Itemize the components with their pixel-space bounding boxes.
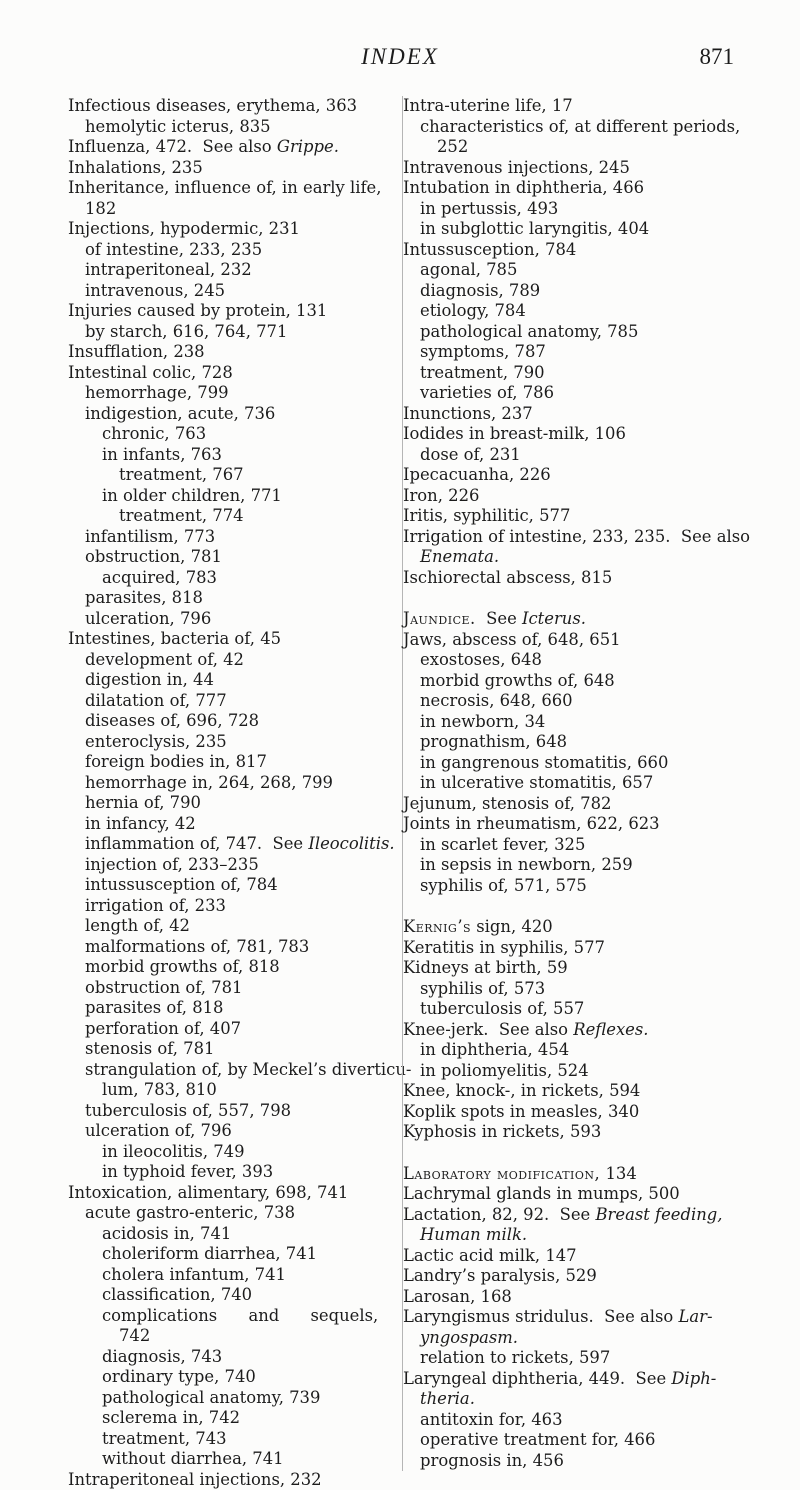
index-entry	[68, 1470, 390, 1490]
index-subentry	[68, 322, 390, 343]
index-entry	[403, 486, 741, 507]
index-subentry	[403, 383, 741, 404]
index-subentry	[68, 1121, 390, 1142]
index-entry	[68, 301, 390, 322]
index-subentry	[68, 1285, 390, 1306]
index-subentry	[68, 773, 390, 794]
cross-reference: Enemata.	[420, 547, 499, 566]
index-entry	[403, 424, 741, 445]
entry-text: Intestines, bacteria of, 45	[68, 629, 281, 648]
index-subentry	[68, 1449, 390, 1470]
index-subentry	[68, 445, 390, 466]
index-entry	[403, 96, 741, 117]
entry-text: injection of, 233–235	[85, 855, 259, 874]
index-entry	[403, 178, 741, 199]
entry-text: Jejunum, stenosis of, 782	[403, 794, 611, 813]
entry-text: Iron, 226	[403, 486, 479, 505]
index-entry	[68, 363, 390, 384]
entry-text: morbid growths of, 818	[85, 957, 280, 976]
cross-reference: Icterus.	[522, 609, 586, 628]
index-subentry	[68, 998, 390, 1019]
cross-reference: Lar-	[678, 1307, 712, 1326]
index-entry	[403, 506, 741, 527]
entry-text: treatment, 743	[102, 1429, 227, 1448]
entry-text: infantilism, 773	[85, 527, 215, 546]
entry-text: See	[476, 609, 522, 628]
index-subentry	[403, 773, 741, 794]
cross-reference: Breast feeding,	[595, 1205, 722, 1224]
index-column-right	[402, 96, 741, 1471]
entry-text: perforation of, 407	[85, 1019, 241, 1038]
entry-text: development of, 42	[85, 650, 244, 669]
index-subentry	[403, 137, 741, 158]
entry-text: Infectious diseases, erythema, 363	[68, 96, 357, 115]
entry-text: Iritis, syphilitic, 577	[403, 506, 570, 525]
index-subentry	[403, 1348, 741, 1369]
entry-text: Iodides in breast-milk, 106	[403, 424, 626, 443]
index-subentry	[68, 240, 390, 261]
entry-text: Intestinal colic, 728	[68, 363, 233, 382]
index-subentry	[68, 1408, 390, 1429]
entry-text: tuberculosis of, 557, 798	[85, 1101, 291, 1120]
index-entry	[68, 219, 390, 240]
index-entry	[403, 158, 741, 179]
entry-text: Intoxication, alimentary, 698, 741	[68, 1183, 348, 1202]
index-entry	[68, 342, 390, 363]
entry-text: relation to rickets, 597	[420, 1348, 610, 1367]
index-subentry	[68, 957, 390, 978]
index-entry	[403, 1266, 741, 1287]
index-subentry	[403, 1040, 741, 1061]
entry-text: sign, 420	[471, 917, 553, 936]
index-subentry	[68, 834, 390, 855]
cross-reference: Human milk.	[420, 1225, 527, 1244]
entry-text: inflammation of, 747. See	[85, 834, 308, 853]
entry-text: operative treatment for, 466	[420, 1430, 655, 1449]
entry-text: lum, 783, 810	[102, 1080, 217, 1099]
entry-text: symptoms, 787	[420, 342, 546, 361]
index-subentry	[68, 527, 390, 548]
entry-text: Lactation, 82, 92. See	[403, 1205, 595, 1224]
entry-text: tuberculosis of, 557	[420, 999, 584, 1018]
entry-text: in scarlet fever, 325	[420, 835, 585, 854]
index-entry	[403, 814, 741, 835]
index-subentry	[403, 1225, 741, 1246]
entry-text: intraperitoneal, 232	[85, 260, 252, 279]
index-subentry	[68, 424, 390, 445]
index-entry	[403, 1020, 741, 1041]
index-subentry	[68, 1347, 390, 1368]
index-subentry	[68, 732, 390, 753]
index-subentry	[68, 1388, 390, 1409]
entry-text: 134	[600, 1164, 637, 1183]
entry-text: prognathism, 648	[420, 732, 567, 751]
entry-text: chronic, 763	[102, 424, 206, 443]
entry-heading-smallcaps: Laboratory modification,	[403, 1164, 600, 1183]
entry-text: Intra-uterine life, 17	[403, 96, 573, 115]
index-subentry	[403, 1389, 741, 1410]
index-subentry	[403, 547, 741, 568]
entry-text: pathological anatomy, 785	[420, 322, 638, 341]
index-subentry	[403, 1410, 741, 1431]
entry-text: classification, 740	[102, 1285, 252, 1304]
index-entry	[403, 1307, 741, 1328]
entry-text: irrigation of, 233	[85, 896, 226, 915]
entry-text: necrosis, 648, 660	[420, 691, 573, 710]
index-subentry	[68, 978, 390, 999]
index-entry	[68, 137, 390, 158]
entry-text: Intubation in diphtheria, 466	[403, 178, 644, 197]
index-subentry	[68, 711, 390, 732]
index-subentry	[403, 876, 741, 897]
entry-text: diseases of, 696, 728	[85, 711, 259, 730]
index-subentry	[68, 404, 390, 425]
index-entry	[403, 465, 741, 486]
entry-text: dilatation of, 777	[85, 691, 227, 710]
entry-text: in pertussis, 493	[420, 199, 558, 218]
page-header	[0, 44, 800, 84]
cross-reference: Diph-	[671, 1369, 716, 1388]
index-subentry	[403, 999, 741, 1020]
entry-text: without diarrhea, 741	[102, 1449, 284, 1468]
index-entry	[403, 794, 741, 815]
index-entry	[403, 1369, 741, 1390]
entry-text: indigestion, acute, 736	[85, 404, 275, 423]
entry-text: dose of, 231	[420, 445, 521, 464]
entry-text: in sepsis in newborn, 259	[420, 855, 633, 874]
entry-text: intussusception of, 784	[85, 875, 278, 894]
index-entry	[68, 1183, 390, 1204]
index-subentry	[68, 260, 390, 281]
index-entry	[403, 630, 741, 651]
index-subentry	[68, 875, 390, 896]
index-subentry	[403, 732, 741, 753]
entry-text: Lachrymal glands in mumps, 500	[403, 1184, 680, 1203]
entry-text: cholera infantum, 741	[102, 1265, 286, 1284]
entry-text: morbid growths of, 648	[420, 671, 615, 690]
index-entry	[68, 629, 390, 650]
section-gap	[403, 896, 741, 917]
entry-text: strangulation of, by Meckel’s diverticu-	[85, 1060, 411, 1079]
index-subentry	[68, 588, 390, 609]
entry-text: acidosis in, 741	[102, 1224, 231, 1243]
index-subentry	[68, 1101, 390, 1122]
index-subentry	[403, 301, 741, 322]
index-subentry	[68, 937, 390, 958]
entry-text: parasites, 818	[85, 588, 203, 607]
index-subentry	[68, 1039, 390, 1060]
index-entry	[68, 158, 390, 179]
entry-text: Inunctions, 237	[403, 404, 533, 423]
entry-text: hernia of, 790	[85, 793, 201, 812]
index-subentry	[68, 752, 390, 773]
index-subentry	[403, 650, 741, 671]
entry-text: Koplik spots in measles, 340	[403, 1102, 639, 1121]
entry-text: digestion in, 44	[85, 670, 214, 689]
index-entry	[403, 1246, 741, 1267]
entry-text: Injections, hypodermic, 231	[68, 219, 300, 238]
index-subentry	[68, 1162, 390, 1183]
index-subentry	[68, 1429, 390, 1450]
entry-text: Lactic acid milk, 147	[403, 1246, 577, 1265]
index-subentry	[68, 199, 390, 220]
index-entry	[403, 1102, 741, 1123]
entry-text: Jaws, abscess of, 648, 651	[403, 630, 621, 649]
index-entry	[403, 1122, 741, 1143]
index-subentry	[68, 568, 390, 589]
entry-text: 742	[119, 1326, 150, 1345]
index-entry	[403, 1287, 741, 1308]
entry-text: sclerema in, 742	[102, 1408, 240, 1427]
entry-text: in diphtheria, 454	[420, 1040, 569, 1059]
entry-text: enteroclysis, 235	[85, 732, 227, 751]
entry-text: prognosis in, 456	[420, 1451, 564, 1470]
page-number: 871	[700, 44, 735, 70]
index-subentry	[403, 835, 741, 856]
cross-reference: Reflexes.	[573, 1020, 648, 1039]
index-subentry	[68, 1265, 390, 1286]
cross-reference: Grippe.	[277, 137, 339, 156]
index-subentry	[68, 486, 390, 507]
entry-text: in newborn, 34	[420, 712, 545, 731]
index-subentry	[403, 342, 741, 363]
entry-text: in ileocolitis, 749	[102, 1142, 245, 1161]
entry-text: Ischiorectal abscess, 815	[403, 568, 612, 587]
entry-text: foreign bodies in, 817	[85, 752, 267, 771]
index-subentry	[68, 1142, 390, 1163]
index-subentry	[403, 1451, 741, 1472]
entry-text: ordinary type, 740	[102, 1367, 256, 1386]
entry-text: in infancy, 42	[85, 814, 196, 833]
entry-text: Inhalations, 235	[68, 158, 203, 177]
entry-text: in infants, 763	[102, 445, 222, 464]
cross-reference: yngospasm.	[420, 1328, 518, 1347]
entry-text: Keratitis in syphilis, 577	[403, 938, 605, 957]
entry-text: antitoxin for, 463	[420, 1410, 563, 1429]
index-subentry	[68, 691, 390, 712]
index-column-left	[68, 96, 390, 1490]
entry-text: in older children, 771	[102, 486, 282, 505]
entry-text: in poliomyelitis, 524	[420, 1061, 589, 1080]
entry-text: syphilis of, 571, 575	[420, 876, 587, 895]
entry-text: Insufflation, 238	[68, 342, 205, 361]
entry-text: Kidneys at birth, 59	[403, 958, 568, 977]
index-entry	[403, 240, 741, 261]
index-subentry	[68, 1244, 390, 1265]
index-entry	[403, 1081, 741, 1102]
index-subentry	[68, 1367, 390, 1388]
index-entry	[403, 938, 741, 959]
index-subentry	[403, 753, 741, 774]
index-subentry	[403, 445, 741, 466]
entry-heading-smallcaps: Kernig’s	[403, 917, 471, 936]
entry-text: pathological anatomy, 739	[102, 1388, 320, 1407]
cross-reference: Ileocolitis.	[308, 834, 394, 853]
entry-text: characteristics of, at different periods,	[420, 117, 740, 136]
entry-text: in ulcerative stomatitis, 657	[420, 773, 653, 792]
entry-text: of intestine, 233, 235	[85, 240, 262, 259]
entry-text: in subglottic laryngitis, 404	[420, 219, 649, 238]
entry-text: Ipecacuanha, 226	[403, 465, 551, 484]
running-title: INDEX	[0, 44, 800, 70]
index-subentry	[68, 896, 390, 917]
index-subentry	[403, 260, 741, 281]
entry-text: Joints in rheumatism, 622, 623	[403, 814, 660, 833]
entry-text: Intravenous injections, 245	[403, 158, 630, 177]
entry-text: etiology, 784	[420, 301, 526, 320]
entry-text: hemorrhage in, 264, 268, 799	[85, 773, 333, 792]
entry-text: in typhoid fever, 393	[102, 1162, 273, 1181]
entry-text: ulceration, 796	[85, 609, 211, 628]
entry-text: Larosan, 168	[403, 1287, 512, 1306]
entry-text: treatment, 774	[119, 506, 244, 525]
entry-text: in gangrenous stomatitis, 660	[420, 753, 668, 772]
entry-text: Knee-jerk. See also	[403, 1020, 573, 1039]
entry-text: by starch, 616, 764, 771	[85, 322, 287, 341]
index-subentry	[403, 855, 741, 876]
entry-text: ulceration of, 796	[85, 1121, 232, 1140]
index-subentry	[68, 1060, 390, 1081]
entry-text: Laryngismus stridulus. See also	[403, 1307, 678, 1326]
entry-text: syphilis of, 573	[420, 979, 545, 998]
index-subentry	[68, 1224, 390, 1245]
index-entry	[403, 1184, 741, 1205]
index-subentry	[68, 793, 390, 814]
index-subentry	[403, 1328, 741, 1349]
entry-text: malformations of, 781, 783	[85, 937, 309, 956]
entry-text: Intraperitoneal injections, 232	[68, 1470, 322, 1489]
index-subentry	[68, 506, 390, 527]
index-subentry	[68, 1080, 390, 1101]
index-subentry	[68, 1203, 390, 1224]
entry-text: Intussusception, 784	[403, 240, 576, 259]
index-entry	[68, 96, 390, 117]
index-subentry	[403, 671, 741, 692]
index-subentry	[68, 465, 390, 486]
index-entry	[68, 178, 390, 199]
entry-text: hemolytic icterus, 835	[85, 117, 271, 136]
entry-text: treatment, 767	[119, 465, 244, 484]
entry-text: obstruction, 781	[85, 547, 222, 566]
entry-text: acquired, 783	[102, 568, 217, 587]
entry-text: 182	[85, 199, 116, 218]
entry-text: parasites of, 818	[85, 998, 224, 1017]
entry-text: diagnosis, 789	[420, 281, 540, 300]
entry-text: Inheritance, influence of, in early life,	[68, 178, 381, 197]
index-subentry	[68, 814, 390, 835]
index-subentry	[68, 1306, 390, 1327]
entry-heading-smallcaps: Jaundice.	[403, 609, 476, 628]
index-subentry	[403, 363, 741, 384]
index-subentry	[68, 916, 390, 937]
index-subentry	[403, 1061, 741, 1082]
index-subentry	[403, 979, 741, 1000]
entry-text: stenosis of, 781	[85, 1039, 214, 1058]
index-subentry	[403, 1430, 741, 1451]
entry-text: diagnosis, 743	[102, 1347, 222, 1366]
entry-text: 252	[437, 137, 468, 156]
index-subentry	[68, 1326, 390, 1347]
index-subentry	[403, 281, 741, 302]
entry-text: length of, 42	[85, 916, 190, 935]
entry-text: varieties of, 786	[420, 383, 554, 402]
index-entry	[403, 1164, 741, 1185]
entry-text: Laryngeal diphtheria, 449. See	[403, 1369, 671, 1388]
index-subentry	[403, 691, 741, 712]
entry-text: agonal, 785	[420, 260, 517, 279]
section-gap	[403, 1143, 741, 1164]
entry-text: treatment, 790	[420, 363, 545, 382]
index-subentry	[68, 609, 390, 630]
index-subentry	[403, 712, 741, 733]
entry-text: intravenous, 245	[85, 281, 225, 300]
entry-text: choleriform diarrhea, 741	[102, 1244, 317, 1263]
entry-text: hemorrhage, 799	[85, 383, 229, 402]
entry-text: obstruction of, 781	[85, 978, 242, 997]
cross-reference: theria.	[420, 1389, 475, 1408]
section-gap	[403, 588, 741, 609]
index-subentry	[403, 219, 741, 240]
entry-text: Landry’s paralysis, 529	[403, 1266, 597, 1285]
entry-text: acute gastro-enteric, 738	[85, 1203, 295, 1222]
entry-text: complications and sequels,	[102, 1306, 378, 1325]
entry-text: Irrigation of intestine, 233, 235. See also	[403, 527, 750, 546]
index-subentry	[68, 383, 390, 404]
index-subentry	[403, 322, 741, 343]
index-entry	[403, 527, 741, 548]
entry-text: Injuries caused by protein, 131	[68, 301, 327, 320]
index-entry	[403, 609, 741, 630]
index-subentry	[403, 117, 741, 138]
index-entry	[403, 1205, 741, 1226]
index-subentry	[68, 855, 390, 876]
index-subentry	[68, 1019, 390, 1040]
index-subentry	[68, 670, 390, 691]
index-entry	[403, 568, 741, 589]
index-entry	[403, 958, 741, 979]
entry-text: Knee, knock-, in rickets, 594	[403, 1081, 640, 1100]
index-subentry	[403, 199, 741, 220]
entry-text: Kyphosis in rickets, 593	[403, 1122, 601, 1141]
index-subentry	[68, 547, 390, 568]
index-subentry	[68, 281, 390, 302]
entry-text: Influenza, 472. See also	[68, 137, 277, 156]
index-subentry	[68, 117, 390, 138]
entry-text: exostoses, 648	[420, 650, 542, 669]
index-entry	[403, 917, 741, 938]
index-subentry	[68, 650, 390, 671]
index-entry	[403, 404, 741, 425]
